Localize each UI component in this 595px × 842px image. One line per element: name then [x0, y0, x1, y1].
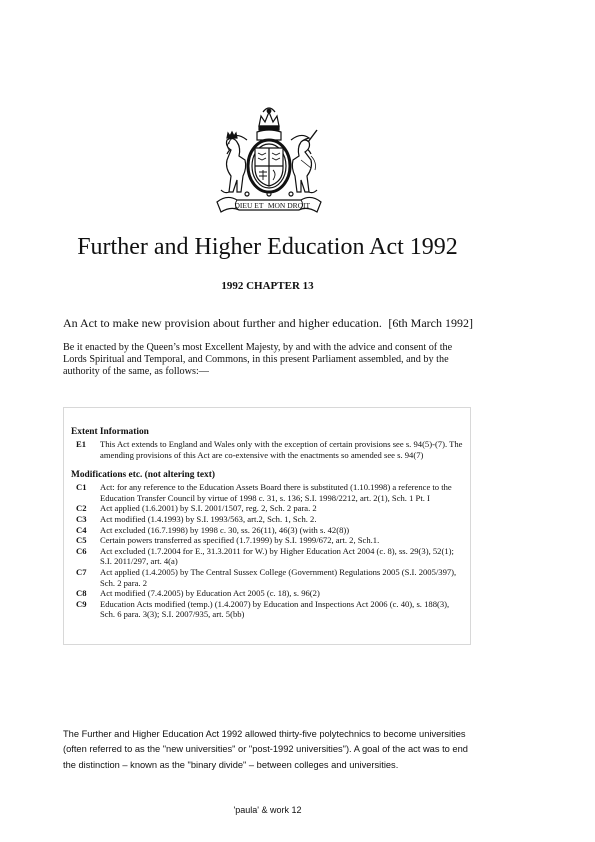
chapter-number: 1992 CHAPTER 13	[221, 280, 314, 292]
annotation-text: Act: for any reference to the Education Assets Board there is substituted (1.10.1998) a reference to the Education Transfer Council by virtue of 1998 c. 31, s. 136; S.I. 1998/2212, art. 2(1), Sch. 1 Pt. I	[100, 482, 452, 503]
annotation-text: Act modified (7.4.2005) by Education Act 2005 (c. 18), s. 96(2)	[100, 588, 320, 599]
royal-assent-date: [6th March 1992]	[388, 316, 473, 330]
annotation-code: C8	[76, 588, 87, 599]
annotation-row	[71, 588, 464, 599]
annotation-code: C7	[76, 566, 87, 577]
annotation-row	[71, 482, 464, 503]
annotation-text: Certain powers transferred as specified (1.7.1999) by S.I. 1999/672, art. 2, Sch.1.	[100, 535, 380, 546]
summary-paragraph: The Further and Higher Education Act 1992 allowed thirty-five polytechnics to become universities (often referred to as the "new universities" or "post-1992 universities"). A goal of the act was to end the distinction – known as the "binary divide" – between colleges and universities.	[63, 729, 468, 770]
motto-lower: MON DROIT	[267, 201, 311, 210]
extent-heading: Extent Information	[71, 427, 149, 437]
annotation-code: C3	[76, 513, 87, 524]
annotation-text: Education Acts modified (temp.) (1.4.2007) by Education and Inspections Act 2006 (c. 40), s. 188(3), Sch. 6 para. 3(3); S.I. 2007/935, art. 5(bb)	[100, 598, 450, 620]
annotation-text: Act excluded (1.7.2004 for E., 31.3.2011 for W.) by Higher Education Act 2004 (c. 8), ss. 29(3), 52(1); S.I. 2011/297, art. 4(a)	[100, 545, 454, 567]
annotation-code: E1	[76, 439, 87, 449]
annotations-box	[63, 407, 471, 645]
enacting-formula: Be it enacted by the Queen’s most Excellent Majesty, by and with the advice and consent of the Lords Spiritual and Temporal, and Commons, in this present Parliament assembled, and by the authority of the same, as follows:—	[63, 342, 453, 378]
long-title	[63, 316, 473, 331]
annotation-code: C1	[76, 482, 87, 493]
annotation-code: C2	[76, 503, 87, 514]
annotation-text: This Act extends to England and Wales only with the exception of certain provisions see s. 94(5)-(7). The amending provisions of this Act are co-extensive with the enactments so amended see s. 94(7)	[100, 439, 463, 460]
royal-coat-of-arms-icon	[207, 106, 331, 222]
annotation-code: C6	[76, 545, 87, 556]
annotation-text: Act excluded (16.7.1998) by 1998 c. 30, ss. 26(11), 46(3) (with s. 42(8))	[100, 524, 350, 535]
annotation-row	[71, 546, 464, 567]
annotation-code: C5	[76, 535, 87, 546]
annotation-code: C9	[76, 598, 87, 609]
annotation-row	[71, 503, 464, 514]
motto-upper: DIEU ET	[234, 201, 264, 210]
annotation-row	[71, 567, 464, 588]
page-footer: 'paula' & work 12	[233, 805, 302, 815]
annotation-row	[71, 535, 464, 546]
act-title: Further and Higher Education Act 1992	[77, 234, 458, 260]
annotation-row	[71, 599, 464, 620]
annotation-row	[71, 439, 464, 460]
annotation-text: Act applied (1.4.2005) by The Central Sussex College (Government) Regulations 2005 (S.I. 2005/397), Sch. 2 para. 2	[100, 566, 457, 588]
annotation-row	[71, 514, 464, 525]
annotation-text: Act applied (1.6.2001) by S.I. 2001/1507, reg. 2, Sch. 2 para. 2	[100, 503, 317, 514]
long-title-text: An Act to make new provision about further and higher education.	[63, 316, 382, 330]
annotation-text: Act modified (1.4.1993) by S.I. 1993/563, art.2, Sch. 1, Sch. 2.	[100, 513, 317, 524]
annotation-row	[71, 525, 464, 536]
modifications-heading: Modifications etc. (not altering text)	[71, 470, 215, 481]
annotation-code: C4	[76, 524, 87, 535]
